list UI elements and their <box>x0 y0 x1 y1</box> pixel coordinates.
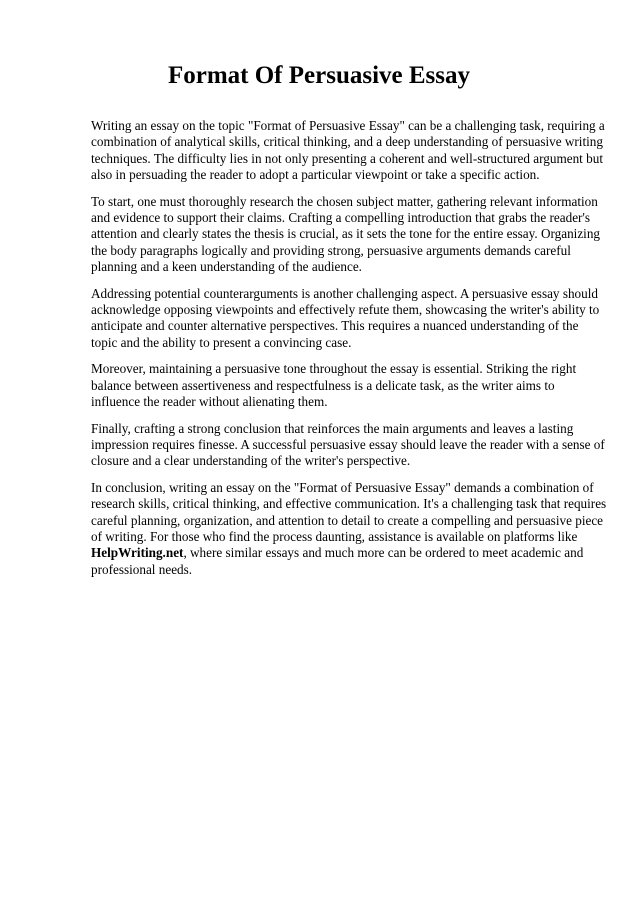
text-line: Addressing potential counterarguments is another challenging aspect. A persuasive essay should <box>91 285 598 301</box>
text-line: combination of analytical skills, critical thinking, and a deep understanding of persuasive writing <box>91 134 603 150</box>
text-line: In conclusion, writing an essay on the "Format of Persuasive Essay" demands a combination of <box>91 479 594 495</box>
paragraph-6 <box>91 479 607 578</box>
document-body <box>91 118 607 588</box>
paragraph-2 <box>91 194 603 276</box>
text-line: Finally, crafting a strong conclusion that reinforces the main arguments and leaves a lasting <box>91 420 574 436</box>
text-line: professional needs. <box>91 561 193 577</box>
text-line: Moreover, maintaining a persuasive tone throughout the essay is essential. Striking the right <box>91 361 577 377</box>
text-line: Writing an essay on the topic "Format of Persuasive Essay" can be a challenging task, requiring a <box>91 118 605 133</box>
text-line: balance between assertiveness and respectfulness is a delicate task, as the writer aims to <box>91 377 555 393</box>
text-line: anticipate and counter alternative perspectives. This requires a nuanced understanding of the <box>91 318 579 334</box>
text-line: careful planning, organization, and attention to detail to create a compelling and persuasive piece <box>91 512 604 528</box>
text-line: impression requires finesse. A successful persuasive essay should leave the reader with a sense of <box>91 436 605 452</box>
text-line: influence the reader without alienating them. <box>91 394 328 410</box>
text-line-with-link <box>91 545 603 561</box>
paragraph-5 <box>91 421 603 470</box>
text-line: topic and the ability to present a convincing case. <box>91 334 352 350</box>
text-line: attention and clearly states the thesis is crucial, as it sets the tone for the entire essay. Organizing <box>91 226 601 242</box>
text-fragment: , where similar essays and much more can be ordered to meet academic and <box>183 545 584 561</box>
text-line: and evidence to support their claims. Crafting a compelling introduction that grabs the reader's <box>91 210 590 226</box>
paragraph-4 <box>91 361 603 410</box>
paragraph-1 <box>91 118 603 184</box>
helpwriting-link[interactable]: HelpWriting.net <box>91 545 184 561</box>
text-line: To start, one must thoroughly research the chosen subject matter, gathering relevant information <box>91 193 598 209</box>
text-line: research skills, critical thinking, and effective communication. It's a challenging task that requires <box>91 496 607 512</box>
text-line: the body paragraphs logically and providing strong, persuasive arguments demands careful <box>91 242 571 258</box>
text-line: planning and a keen understanding of the audience. <box>91 259 362 275</box>
page-title: Format Of Persuasive Essay <box>167 62 471 89</box>
text-line: also in persuading the reader to adopt a particular viewpoint or take a specific action. <box>91 167 540 183</box>
paragraph-3 <box>91 286 603 352</box>
text-line: of writing. For those who find the process daunting, assistance is available on platforms like <box>91 528 578 544</box>
text-line: closure and a clear understanding of the writer's perspective. <box>91 453 411 469</box>
text-line: techniques. The difficulty lies in not only presenting a coherent and well-structured argument but <box>91 150 603 166</box>
text-line: acknowledge opposing viewpoints and effectively refute them, showcasing the writer's ability to <box>91 302 600 318</box>
